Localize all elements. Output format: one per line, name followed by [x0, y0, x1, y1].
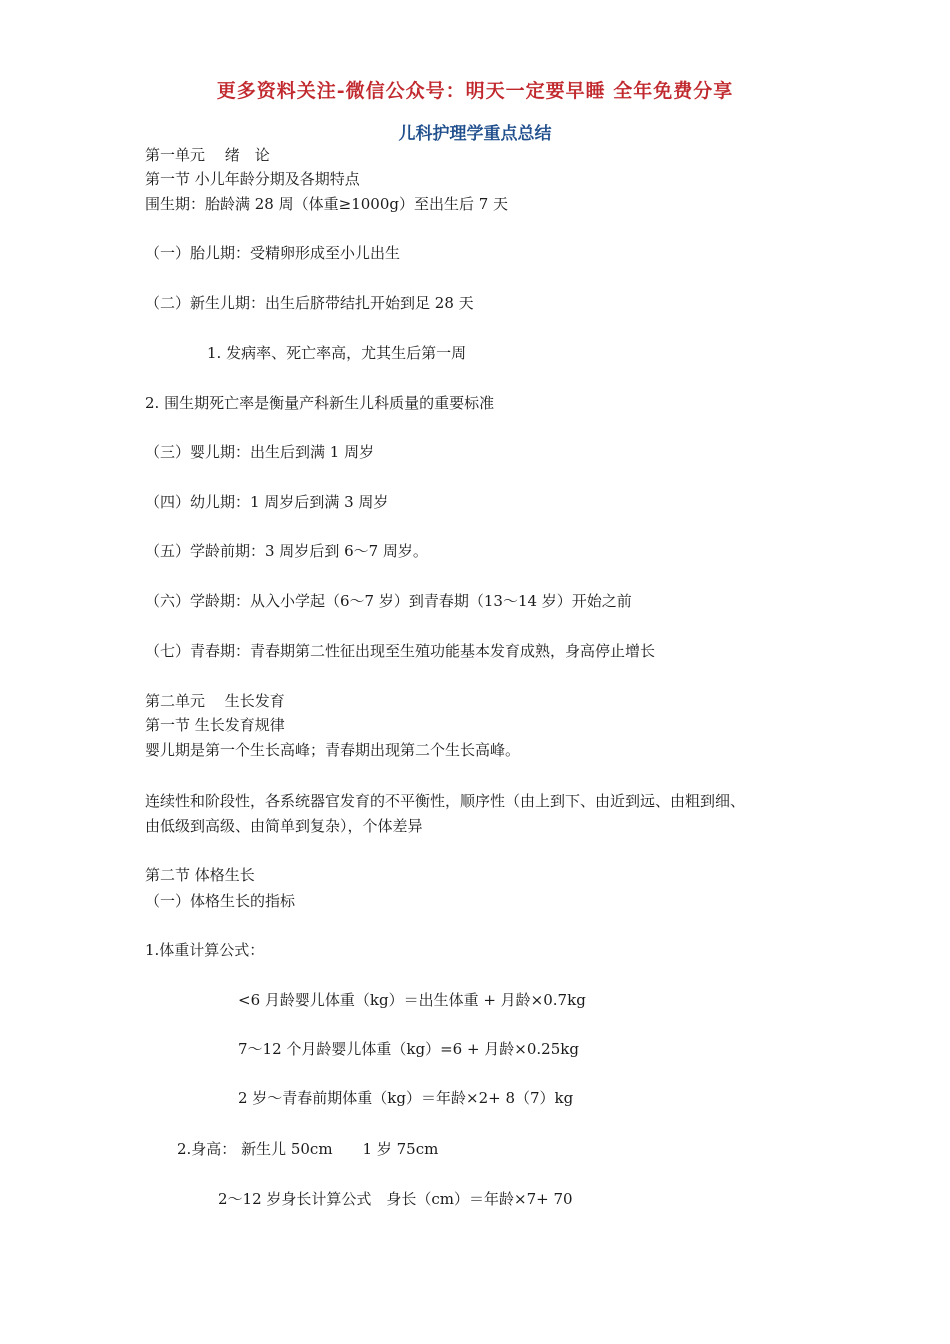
- toddler-period: （四）幼儿期：1 周岁后到满 3 周岁: [145, 493, 389, 511]
- unit2-section1: 第一节 生长发育规律: [145, 716, 285, 734]
- unit1-heading: 第一单元 绪 论: [145, 146, 270, 164]
- perinatal-period: 围生期：胎龄满 28 周（体重≥1000g）至出生后 7 天: [145, 195, 509, 213]
- neonatal-period: （二）新生儿期：出生后脐带结扎开始到足 28 天: [145, 294, 474, 312]
- growth-peaks: 婴儿期是第一个生长高峰；青春期出现第二个生长高峰。: [145, 741, 521, 759]
- weight-formula-2: 7～12 个月龄婴儿体重（kg）=6 + 月龄×0.25kg: [238, 1040, 579, 1058]
- neonatal-point-1: 1. 发病率、死亡率高，尤其生后第一周: [207, 344, 467, 362]
- growth-rules-line2: 由低级到高级、由简单到复杂），个体差异: [145, 817, 423, 835]
- preschool-period: （五）学龄前期：3 周岁后到 6～7 周岁。: [145, 542, 428, 560]
- growth-indicators: （一）体格生长的指标: [145, 892, 296, 910]
- unit1-section1: 第一节 小儿年龄分期及各期特点: [145, 170, 360, 188]
- document-title: 儿科护理学重点总结: [398, 124, 552, 144]
- height-line: 2.身高： 新生儿 50cm 1 岁 75cm: [177, 1140, 439, 1158]
- unit2-heading: 第二单元 生长发育: [145, 692, 285, 710]
- height-formula: 2～12 岁身长计算公式 身长（cm）＝年龄×7+ 70: [218, 1190, 573, 1208]
- weight-formula-1: <6 月龄婴儿体重（kg）＝出生体重 + 月龄×0.7kg: [238, 991, 586, 1009]
- weight-formula-3: 2 岁～青春前期体重（kg）＝年龄×2+ 8（7）kg: [238, 1089, 574, 1107]
- adolescence-period: （七）青春期：青春期第二性征出现至生殖功能基本发育成熟，身高停止增长: [145, 642, 656, 660]
- weight-heading: 1.体重计算公式：: [145, 941, 265, 959]
- school-period: （六）学龄期：从入小学起（6～7 岁）到青春期（13～14 岁）开始之前: [145, 592, 632, 610]
- unit2-section2: 第二节 体格生长: [145, 866, 255, 884]
- fetal-period: （一）胎儿期：受精卵形成至小儿出生: [145, 244, 401, 262]
- neonatal-point-2: 2. 围生期死亡率是衡量产科新生儿科质量的重要标准: [145, 394, 495, 412]
- promo-banner: 更多资料关注-微信公众号：明天一定要早睡 全年免费分享: [216, 80, 734, 102]
- infant-period: （三）婴儿期：出生后到满 1 周岁: [145, 443, 375, 461]
- growth-rules-line1: 连续性和阶段性，各系统器官发育的不平衡性，顺序性（由上到下、由近到远、由粗到细、: [145, 792, 746, 810]
